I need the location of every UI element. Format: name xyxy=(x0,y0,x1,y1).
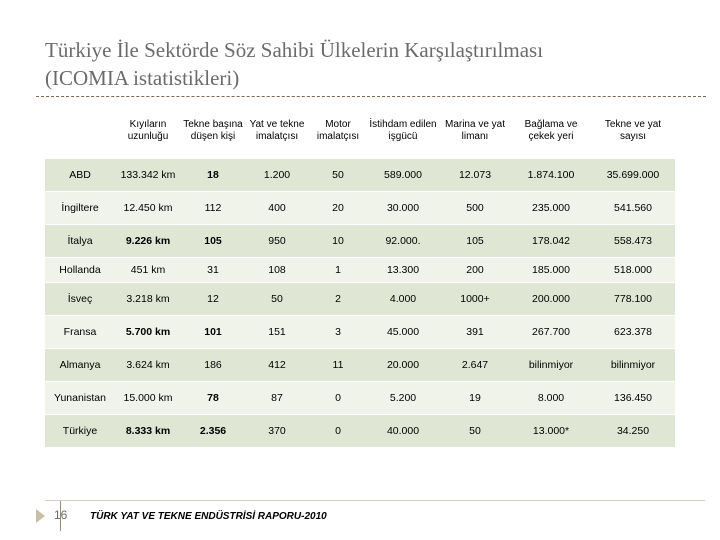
data-cell: 2.356 xyxy=(181,415,245,448)
data-cell: bilinmiyor xyxy=(511,349,591,382)
data-cell: 136.450 xyxy=(591,382,675,415)
data-cell: 3.624 km xyxy=(115,349,181,382)
table-row xyxy=(45,415,675,448)
data-cell: 370 xyxy=(245,415,309,448)
country-cell: Yunanistan xyxy=(45,382,115,415)
data-cell: 151 xyxy=(245,316,309,349)
data-cell: 40.000 xyxy=(367,415,439,448)
data-cell: 35.699.000 xyxy=(591,159,675,192)
country-cell: İngiltere xyxy=(45,192,115,225)
header-corner-cell xyxy=(45,104,115,159)
data-cell: 20.000 xyxy=(367,349,439,382)
data-cell: 12.073 xyxy=(439,159,511,192)
data-cell: 200.000 xyxy=(511,283,591,316)
page-number: 16 xyxy=(54,508,68,522)
table-header-row xyxy=(45,104,675,159)
country-cell: İsveç xyxy=(45,283,115,316)
data-cell: 19 xyxy=(439,382,511,415)
data-cell: 778.100 xyxy=(591,283,675,316)
data-cell: 78 xyxy=(181,382,245,415)
data-cell: 1.200 xyxy=(245,159,309,192)
data-cell: 950 xyxy=(245,225,309,258)
slide-title xyxy=(45,36,705,92)
data-cell: 133.342 km xyxy=(115,159,181,192)
data-cell: 50 xyxy=(309,159,367,192)
data-cell: 15.000 km xyxy=(115,382,181,415)
table-row xyxy=(45,258,675,283)
data-cell: 1.874.100 xyxy=(511,159,591,192)
data-cell: 589.000 xyxy=(367,159,439,192)
data-cell: 8.333 km xyxy=(115,415,181,448)
data-cell: 235.000 xyxy=(511,192,591,225)
data-cell: 9.226 km xyxy=(115,225,181,258)
table-row xyxy=(45,283,675,316)
table-row xyxy=(45,382,675,415)
data-cell: 8.000 xyxy=(511,382,591,415)
footer-arrow-icon xyxy=(36,509,45,523)
data-cell: 5.200 xyxy=(367,382,439,415)
data-cell: 10 xyxy=(309,225,367,258)
column-header: Yat ve tekne imalatçısı xyxy=(245,104,309,159)
column-header: Kıyıların uzunluğu xyxy=(115,104,181,159)
data-cell: 87 xyxy=(245,382,309,415)
data-cell: 185.000 xyxy=(511,258,591,283)
data-cell: 267.700 xyxy=(511,316,591,349)
data-cell: 50 xyxy=(245,283,309,316)
data-cell: 12 xyxy=(181,283,245,316)
column-header: Tekne başına düşen kişi xyxy=(181,104,245,159)
table-row xyxy=(45,316,675,349)
title-divider xyxy=(36,96,706,97)
data-cell: 20 xyxy=(309,192,367,225)
data-cell: 451 km xyxy=(115,258,181,283)
data-cell: 112 xyxy=(181,192,245,225)
data-cell: 31 xyxy=(181,258,245,283)
data-cell: 45.000 xyxy=(367,316,439,349)
data-cell: 391 xyxy=(439,316,511,349)
data-cell: 0 xyxy=(309,382,367,415)
column-header: Motor imalatçısı xyxy=(309,104,367,159)
data-cell: 34.250 xyxy=(591,415,675,448)
statistics-table xyxy=(45,104,675,447)
data-cell: 400 xyxy=(245,192,309,225)
data-cell: 541.560 xyxy=(591,192,675,225)
data-cell: 5.700 km xyxy=(115,316,181,349)
data-cell: 101 xyxy=(181,316,245,349)
data-cell: 12.450 km xyxy=(115,192,181,225)
data-cell: 13.300 xyxy=(367,258,439,283)
data-cell: 3.218 km xyxy=(115,283,181,316)
data-cell: 50 xyxy=(439,415,511,448)
country-cell: Hollanda xyxy=(45,258,115,283)
column-header: Bağlama ve çekek yeri xyxy=(511,104,591,159)
slide-title-line-2: (ICOMIA istatistikleri) xyxy=(45,66,240,90)
country-cell: ABD xyxy=(45,159,115,192)
data-cell: 108 xyxy=(245,258,309,283)
source-citation: TÜRK YAT VE TEKNE ENDÜSTRİSİ RAPORU-2010 xyxy=(90,511,327,522)
table-row xyxy=(45,225,675,258)
data-cell: 105 xyxy=(439,225,511,258)
country-cell: Almanya xyxy=(45,349,115,382)
table-row xyxy=(45,159,675,192)
table-row xyxy=(45,349,675,382)
data-cell: 178.042 xyxy=(511,225,591,258)
data-cell: 2 xyxy=(309,283,367,316)
data-cell: 4.000 xyxy=(367,283,439,316)
data-cell: 105 xyxy=(181,225,245,258)
data-cell: 518.000 xyxy=(591,258,675,283)
data-cell: 0 xyxy=(309,415,367,448)
data-cell: 18 xyxy=(181,159,245,192)
data-cell: 2.647 xyxy=(439,349,511,382)
country-cell: İtalya xyxy=(45,225,115,258)
data-cell: 1000+ xyxy=(439,283,511,316)
table-row xyxy=(45,192,675,225)
country-cell: Fransa xyxy=(45,316,115,349)
data-cell: bilinmiyor xyxy=(591,349,675,382)
data-cell: 623.378 xyxy=(591,316,675,349)
data-cell: 30.000 xyxy=(367,192,439,225)
table-body xyxy=(45,159,675,448)
column-header: İstihdam edilen işgücü xyxy=(367,104,439,159)
data-cell: 200 xyxy=(439,258,511,283)
footer-divider xyxy=(45,500,705,501)
data-cell: 500 xyxy=(439,192,511,225)
country-cell: Türkiye xyxy=(45,415,115,448)
data-cell: 186 xyxy=(181,349,245,382)
slide-title-line-1: Türkiye İle Sektörde Söz Sahibi Ülkelerin Karşılaştırılması xyxy=(45,38,544,62)
data-cell: 11 xyxy=(309,349,367,382)
data-cell: 13.000* xyxy=(511,415,591,448)
data-cell: 1 xyxy=(309,258,367,283)
data-cell: 3 xyxy=(309,316,367,349)
column-header: Tekne ve yat sayısı xyxy=(591,104,675,159)
column-header: Marina ve yat limanı xyxy=(439,104,511,159)
data-cell: 412 xyxy=(245,349,309,382)
data-cell: 558.473 xyxy=(591,225,675,258)
data-cell: 92.000. xyxy=(367,225,439,258)
